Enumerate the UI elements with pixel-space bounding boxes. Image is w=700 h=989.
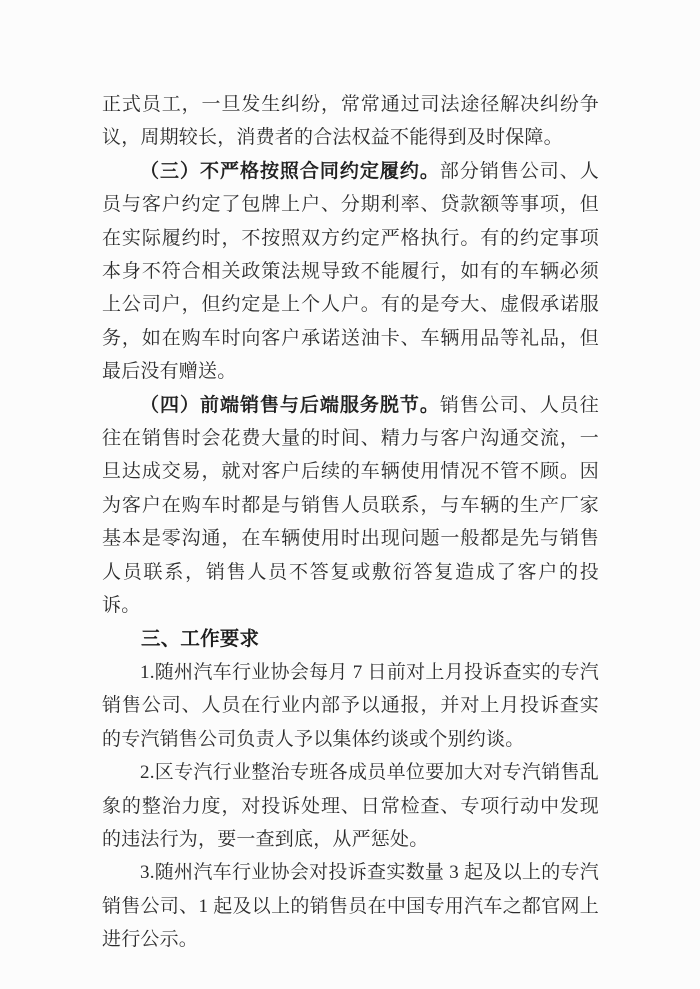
paragraph-text: 部分销售公司、人员与客户约定了包牌上户、分期利率、贷款额等事项，但在实际履约时，不按照双方约定严格执行。有的约定事项本身不符合相关政策法规导致不能履行，如有的车辆必须上公司户，但约定是上个人户。有的是夸大、虚假承诺服务，如在购车时向客户承诺送油卡、车辆用品等礼品，但最后没有赠送。 bbox=[102, 160, 599, 383]
paragraph-section-3 bbox=[102, 155, 599, 389]
paragraph-requirement-3 bbox=[102, 856, 599, 956]
document-body bbox=[102, 88, 599, 957]
paragraph-continuation bbox=[102, 88, 599, 155]
paragraph-section-4 bbox=[102, 389, 599, 623]
paragraph-text: 销售公司、人员往往在销售时会花费大量的时间、精力与客户沟通交流，一旦达成交易，就对客户后续的车辆使用情况不管不顾。因为客户在购车时都是与销售人员联系，与车辆的生产厂家基本是零沟通，在车辆使用时出现问题一般都是先与销售人员联系，销售人员不答复或敷衍答复造成了客户的投诉。 bbox=[102, 394, 599, 617]
paragraph-text: 1.随州汽车行业协会每月 7 日前对上月投诉查实的专汽销售公司、人员在行业内部予以通报，并对上月投诉查实的专汽销售公司负责人予以集体约谈或个别约谈。 bbox=[102, 661, 599, 750]
paragraph-text: 2.区专汽行业整治专班各成员单位要加大对专汽销售乱象的整治力度，对投诉处理、日常检查、专项行动中发现的违法行为，要一查到底，从严惩处。 bbox=[102, 762, 599, 850]
paragraph-requirement-1 bbox=[102, 656, 599, 756]
paragraph-lead: （三）不严格按照合同约定履约。 bbox=[140, 160, 440, 182]
paragraph-lead: （四）前端销售与后端服务脱节。 bbox=[140, 394, 440, 416]
paragraph-text: 正式员工，一旦发生纠纷，常常通过司法途径解决纠纷争议，周期较长，消费者的合法权益不能得到及时保障。 bbox=[102, 94, 599, 149]
paragraph-text: 3.随州汽车行业协会对投诉查实数量 3 起及以上的专汽销售公司、1 起及以上的销售员在中国专用汽车之都官网上进行公示。 bbox=[102, 862, 599, 951]
section-heading: 三、工作要求 bbox=[141, 627, 260, 650]
paragraph-requirement-2 bbox=[102, 756, 599, 856]
